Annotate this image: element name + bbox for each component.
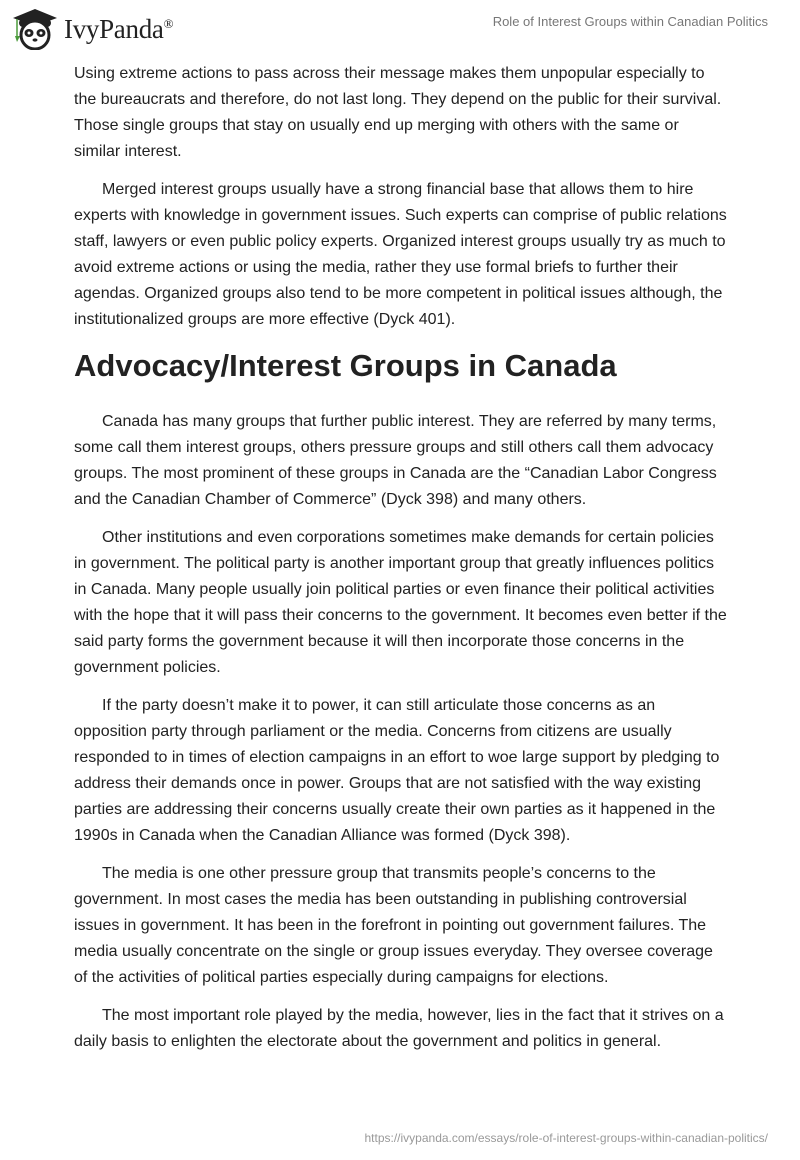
logo[interactable] <box>12 8 173 50</box>
section-heading: Advocacy/Interest Groups in Canada <box>74 348 617 383</box>
document-title: Role of Interest Groups within Canadian Politics <box>492 14 768 29</box>
paragraph: Merged interest groups usually have a strong financial base that allows them to hire experts with knowledge in government issues. Such experts can comprise of public relations staff, lawyers or even public policy experts. Organized interest groups usually try as much to avoid extreme actions or using the media, rather they use formal briefs to further their agendas. Organized groups also tend to be more competent in political issues although, the institutionalized groups are more effective (Dyck 401). <box>74 181 727 328</box>
source-url[interactable]: https://ivypanda.com/essays/role-of-interest-groups-within-canadian-politics/ <box>364 1131 768 1145</box>
article-body <box>74 61 728 1067</box>
paragraph: Canada has many groups that further public interest. They are referred by many terms, some call them interest groups, others pressure groups and still others call them advocacy groups. The most prominent of these groups in Canada are the “Canadian Labor Congress and the Canadian Chamber of Commerce” (Dyck 398) and many others. <box>74 413 717 508</box>
panda-logo-icon <box>12 8 58 50</box>
logo-text: IvyPanda® <box>64 13 174 44</box>
header <box>0 0 800 56</box>
paragraph: Other institutions and even corporations sometimes make demands for certain policies in government. The political party is another important group that greatly influences politics in Canada. Many people usually join political parties or even finance their political activities with the hope that it will pass their concerns to the government. It becomes even better if the said party forms the government because it will then incorporate those concerns in the government policies. <box>74 529 727 676</box>
paragraph: The media is one other pressure group that transmits people’s concerns to the government. In most cases the media has been outstanding in publishing controversial issues in government. It has been in the forefront in pointing out government failures. The media usually concentrate on the single or group issues everyday. They oversee coverage of the activities of political parties especially during campaigns for elections. <box>74 865 713 986</box>
paragraph: The most important role played by the media, however, lies in the fact that it strives on a daily basis to enlighten the electorate about the government and politics in general. <box>74 1007 724 1050</box>
paragraph: If the party doesn’t make it to power, it can still articulate those concerns as an opposition party through parliament or the media. Concerns from citizens are usually responded to in times of election campaigns in an effort to woe large support by pledging to address their demands once in power. Groups that are not satisfied with the way existing parties are addressing their concerns usually create their own parties as it happened in the 1990s in Canada when the Canadian Alliance was formed (Dyck 398). <box>74 697 720 844</box>
paragraph: Using extreme actions to pass across their message makes them unpopular especially to the bureaucrats and therefore, do not last long. They depend on the public for their survival. Those single groups that stay on usually end up merging with others with the same or similar interest. <box>74 65 722 160</box>
